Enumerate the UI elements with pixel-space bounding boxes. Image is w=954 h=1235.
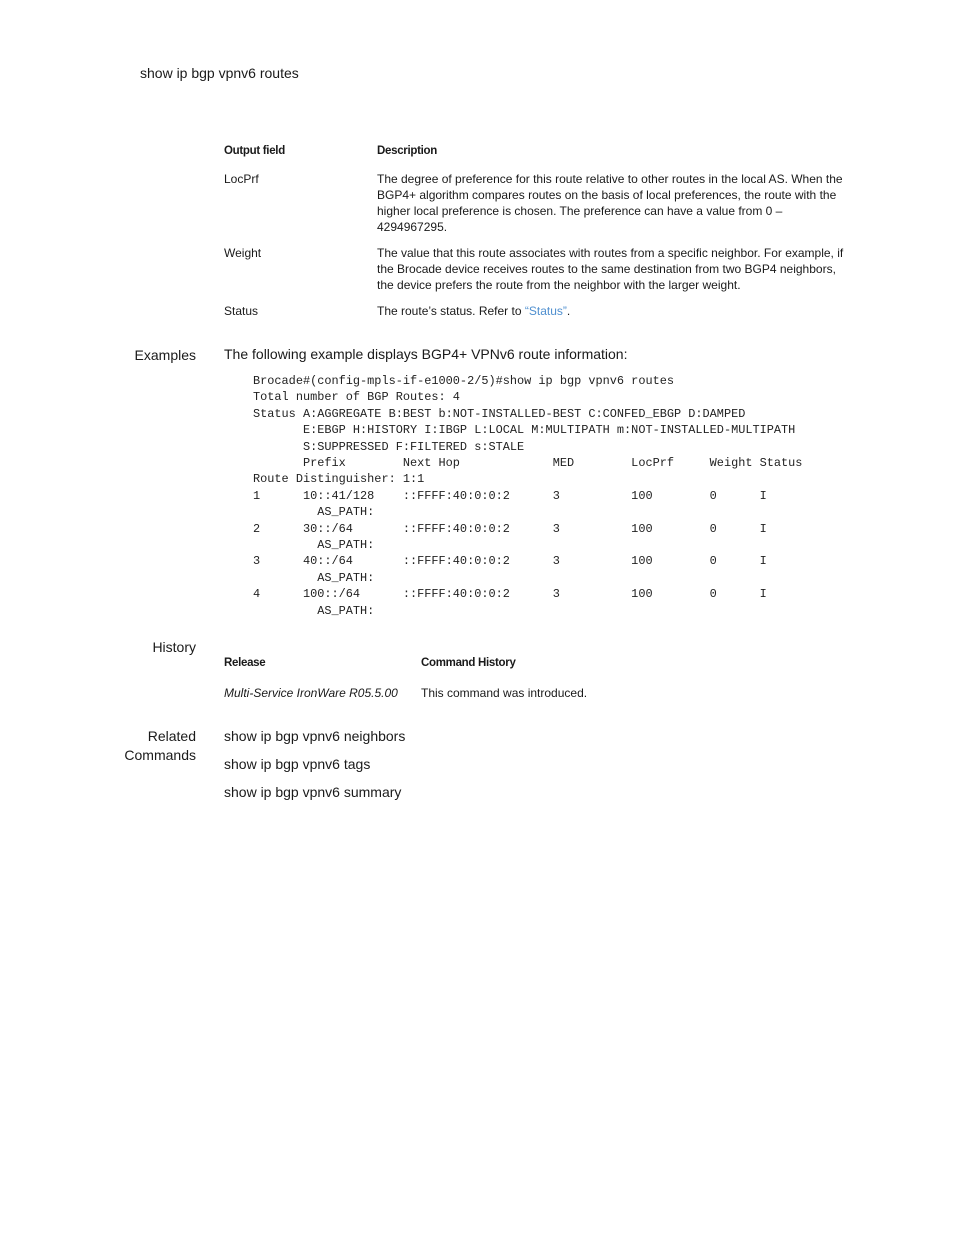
field-name: LocPrf <box>224 172 259 186</box>
release-value: Multi-Service IronWare R05.5.00 <box>224 686 398 700</box>
description-prefix: The route’s status. Refer to <box>377 304 525 318</box>
related-command-link[interactable]: show ip bgp vpnv6 neighbors <box>224 728 406 744</box>
history-label: History <box>152 639 196 655</box>
history-table <box>224 657 587 700</box>
table-row <box>224 171 854 235</box>
field-description: The value that this route associates with routes from a specific neighbor. For example, if the Brocade device receives routes to the same destination from two BGP4 neighbors, the device prefers the route from the neighbor with the larger weight. <box>377 246 844 292</box>
column-header-output-field: Output field <box>224 145 285 157</box>
table-header <box>224 143 854 159</box>
history-value: This command was introduced. <box>421 686 588 700</box>
table-row <box>224 303 854 319</box>
examples-intro: The following example displays BGP4+ VPNv6 route information: <box>224 346 628 362</box>
column-header-description: Description <box>377 145 437 157</box>
example-code-block: Brocade#(config-mpls-if-e1000-2/5)#show ip bgp vpnv6 routes Total number of BGP Routes: 4 Status A:AGGREGATE B:BEST b:NOT-INSTALLED-BEST C:CONFED_EBGP D:DAMPED E:EBGP H:HISTORY I:IBGP L:LOCAL M:MULTIPATH m:NOT-INSTALLED-MULTIPATH S:SUPPRESSED F:FILTERED s:STALE Prefix Next Hop MED LocPrf Weight Status Route Distinguisher: 1:1 1 10::41/128 ::FFFF:40:0:0:2 3 100 0 I AS_PATH: 2 30::/64 ::FFFF:40:0:0:2 3 100 0 I AS_PATH: 3 40::/64 ::FFFF:40:0:0:2 3 100 0 I AS_PATH: 4 100::/64 ::FFFF:40:0:0:2 3 100 0 I AS_PATH: <box>253 374 803 618</box>
field-description <box>377 303 854 319</box>
related-commands-label <box>0 727 196 765</box>
table-header <box>224 657 587 686</box>
field-name: Weight <box>224 246 262 260</box>
page-header-title: show ip bgp vpnv6 routes <box>140 65 299 81</box>
related-label-line2: Commands <box>124 747 196 763</box>
column-header-release: Release <box>224 657 266 669</box>
column-header-command-history: Command History <box>421 657 516 669</box>
status-link[interactable]: “Status” <box>524 304 567 318</box>
table-row <box>224 686 587 700</box>
description-suffix: . <box>566 304 571 318</box>
field-description: The degree of preference for this route relative to other routes in the local AS. When the BGP4+ algorithm compares routes on the basis of local preferences, the route with the higher local preference is chosen. The preference can have a value from 0 – 4294967295. <box>377 172 843 234</box>
related-command-link[interactable]: show ip bgp vpnv6 tags <box>224 756 371 772</box>
output-field-table <box>224 143 854 329</box>
related-label-line1: Related <box>147 728 196 744</box>
related-commands-list <box>224 727 405 811</box>
table-row <box>224 245 854 293</box>
related-command-link[interactable]: show ip bgp vpnv6 summary <box>224 784 402 800</box>
examples-label: Examples <box>134 347 196 363</box>
field-name: Status <box>224 304 259 318</box>
